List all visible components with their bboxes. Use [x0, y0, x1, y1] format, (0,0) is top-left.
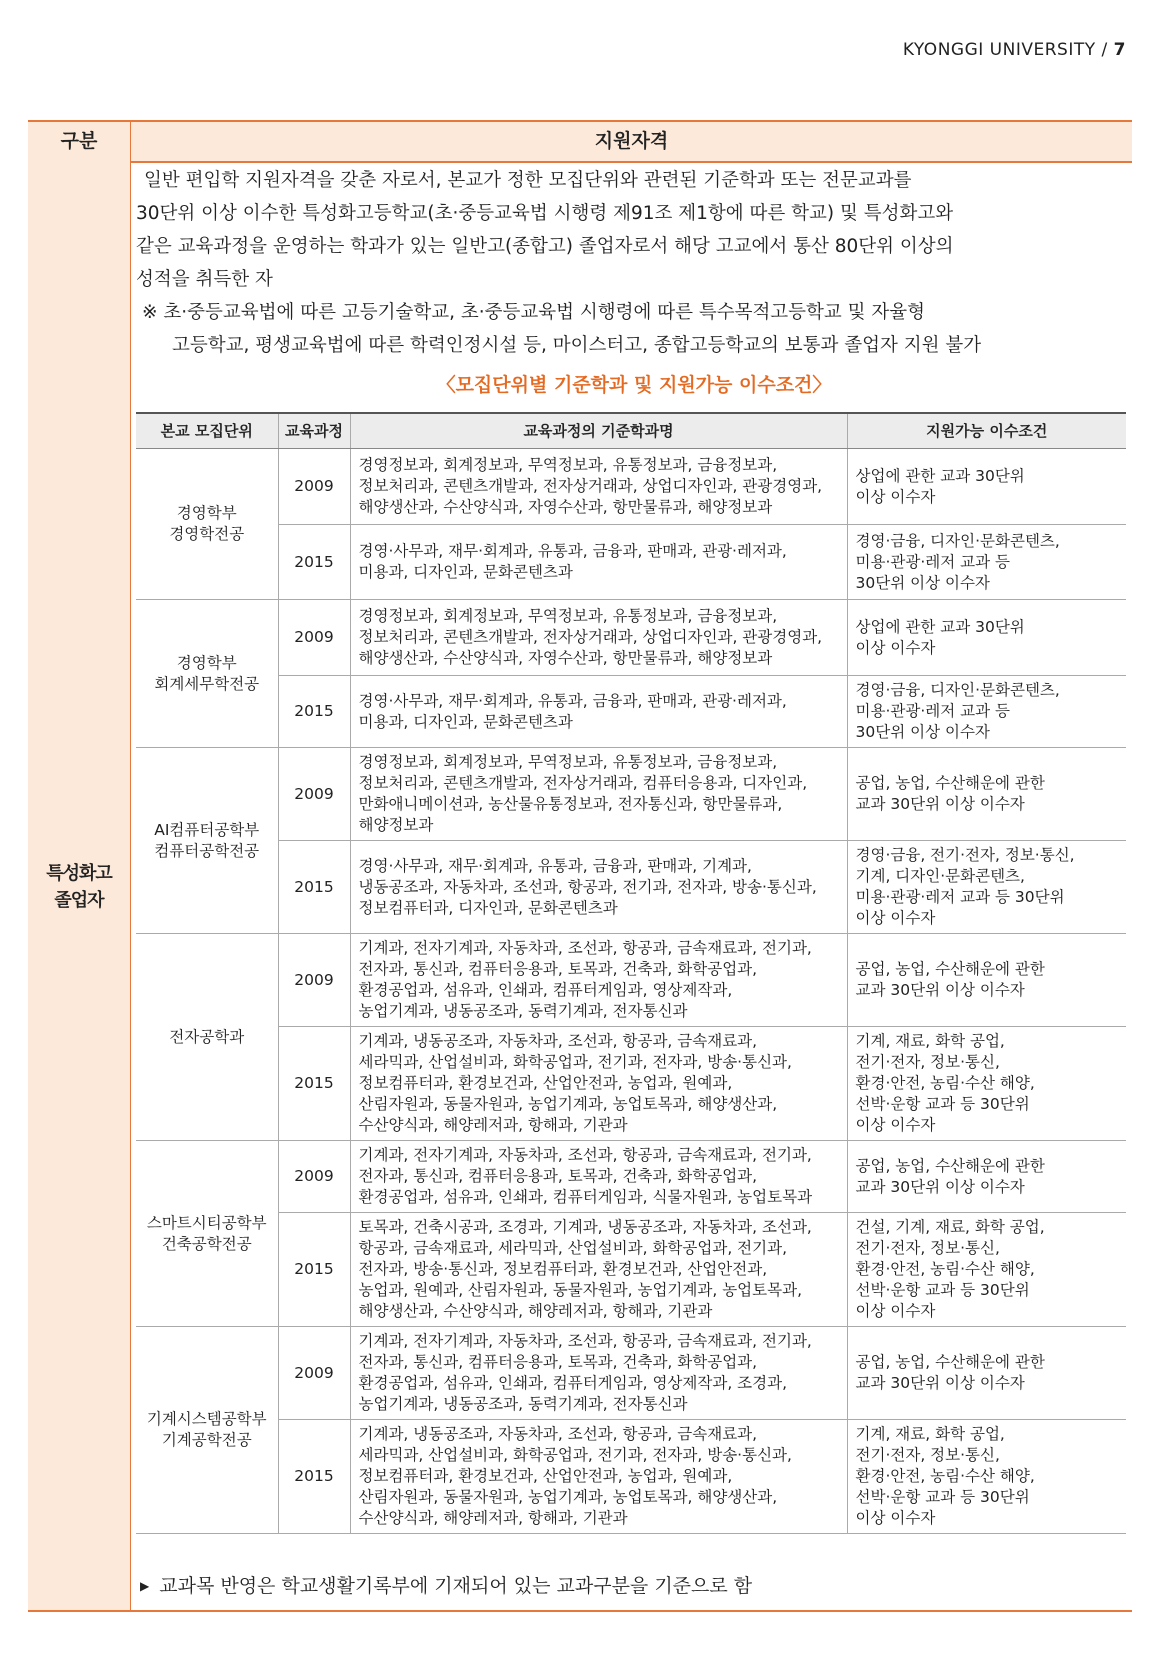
table-row [136, 1027, 1126, 1141]
table-row [136, 525, 1126, 600]
table-bottom-rule [28, 1610, 1132, 1612]
dept-list: 기계과, 전자기계과, 자동차과, 조선과, 항공과, 금속재료과, 전기과, 전자과, 통신과, 컴퓨터응용과, 토목과, 건축과, 화학공업과, 환경공업과, 섬유과, 인쇄과, 컴퓨터게임과, 영상제작과, 조경과, 농업기계과, 냉동공조과, 동력기계과, 전자통신과 [350, 1327, 847, 1420]
curriculum-year: 2015 [278, 676, 350, 748]
note-line: ※ 초·중등교육법에 따른 고등기술학교, 초·중등교육법 시행령에 따른 특수목적고등학교 및 자율형 [142, 302, 926, 323]
footer-note-text: 교과목 반영은 학교생활기록부에 기재되어 있는 교과구분을 기준으로 함 [159, 1575, 753, 1597]
unit-name: 기계시스템공학부 기계공학전공 [136, 1327, 278, 1534]
intro-line: 일반 편입학 지원자격을 갖춘 자로서, 본교가 정한 모집단위와 관련된 기준학과 또는 전문교과를 [144, 170, 912, 191]
dept-list: 기계과, 전자기계과, 자동차과, 조선과, 항공과, 금속재료과, 전기과, 전자과, 통신과, 컴퓨터응용과, 토목과, 건축과, 화학공업과, 환경공업과, 섬유과, 인쇄과, 컴퓨터게임과, 영상제작과, 농업기계과, 냉동공조과, 동력기계과, 전자통신과 [350, 934, 847, 1027]
condition-text: 경영·금융, 디자인·문화콘텐츠, 미용·관광·레저 교과 등 30단위 이상 이수자 [847, 525, 1126, 600]
condition-text: 건설, 기계, 재료, 화학 공업, 전기·전자, 정보·통신, 환경·안전, 농림·수산 해양, 선박·운항 교과 등 30단위 이상 이수자 [847, 1213, 1126, 1327]
condition-text: 공업, 농업, 수산해운에 관한 교과 30단위 이상 이수자 [847, 1327, 1126, 1420]
curriculum-year: 2009 [278, 600, 350, 676]
dept-list: 경영·사무과, 재무·회계과, 유통과, 금융과, 판매과, 관광·레저과, 미용과, 디자인과, 문화콘텐츠과 [350, 676, 847, 748]
unit-name: 전자공학과 [136, 934, 278, 1141]
dept-list: 경영·사무과, 재무·회계과, 유통과, 금융과, 판매과, 관광·레저과, 미용과, 디자인과, 문화콘텐츠과 [350, 525, 847, 600]
table-row [136, 449, 1126, 525]
curriculum-year: 2015 [278, 1420, 350, 1534]
column-divider [130, 120, 131, 1612]
condition-text: 경영·금융, 디자인·문화콘텐츠, 미용·관광·레저 교과 등 30단위 이상 이수자 [847, 676, 1126, 748]
page-header [903, 40, 1126, 60]
condition-text: 기계, 재료, 화학 공업, 전기·전자, 정보·통신, 환경·안전, 농림·수산 해양, 선박·운항 교과 등 30단위 이상 이수자 [847, 1027, 1126, 1141]
table-row [136, 1327, 1126, 1420]
table-row [136, 1141, 1126, 1213]
intro-line: 30단위 이상 이수한 특성화고등학교(초·중등교육법 시행령 제91조 제1항에 따른 학교) 및 특성화고와 [136, 203, 954, 224]
header-departments: 교육과정의 기준학과명 [350, 413, 847, 449]
exclusion-note [142, 296, 1132, 362]
condition-text: 공업, 농업, 수산해운에 관한 교과 30단위 이상 이수자 [847, 934, 1126, 1027]
triangle-bullet-icon: ▶ [140, 1579, 150, 1593]
curriculum-year: 2015 [278, 525, 350, 600]
table-subtitle: 〈모집단위별 기준학과 및 지원가능 이수조건〉 [436, 374, 832, 396]
curriculum-year: 2015 [278, 1213, 350, 1327]
table-row [136, 600, 1126, 676]
unit-name: AI컴퓨터공학부 컴퓨터공학전공 [136, 748, 278, 934]
table-row [136, 676, 1126, 748]
column-header-category: 구분 [60, 130, 98, 152]
header-curriculum: 교육과정 [278, 413, 350, 449]
category-line-1: 특성화고 [46, 863, 112, 884]
condition-text: 기계, 재료, 화학 공업, 전기·전자, 정보·통신, 환경·안전, 농림·수산 해양, 선박·운항 교과 등 30단위 이상 이수자 [847, 1420, 1126, 1534]
table-row [136, 1420, 1126, 1534]
header-condition: 지원가능 이수조건 [847, 413, 1126, 449]
dept-list: 경영정보과, 회계정보과, 무역정보과, 유통정보과, 금융정보과, 정보처리과, 콘텐츠개발과, 전자상거래과, 상업디자인과, 관광경영과, 해양생산과, 수산양식과, 자영수산과, 항만물류과, 해양정보과 [350, 449, 847, 525]
unit-name: 경영학부 회계세무학전공 [136, 600, 278, 748]
condition-text: 공업, 농업, 수산해운에 관한 교과 30단위 이상 이수자 [847, 1141, 1126, 1213]
condition-text: 상업에 관한 교과 30단위 이상 이수자 [847, 600, 1126, 676]
condition-text: 상업에 관한 교과 30단위 이상 이수자 [847, 449, 1126, 525]
category-line-2: 졸업자 [54, 890, 104, 911]
university-name: KYONGGI UNIVERSITY [902, 40, 1096, 60]
unit-name: 스마트시티공학부 건축공학전공 [136, 1141, 278, 1327]
table-row [136, 841, 1126, 934]
inner-header-row [136, 413, 1126, 449]
header-unit: 본교 모집단위 [136, 413, 278, 449]
intro-line: 같은 교육과정을 운영하는 학과가 있는 일반고(종합고) 졸업자로서 해당 고교에서 통산 80단위 이상의 [136, 236, 954, 257]
footer-note [140, 1571, 752, 1598]
category-label [28, 860, 130, 914]
dept-criteria-table [136, 412, 1126, 1534]
curriculum-year: 2015 [278, 1027, 350, 1141]
dept-list: 기계과, 전자기계과, 자동차과, 조선과, 항공과, 금속재료과, 전기과, 전자과, 통신과, 컴퓨터응용과, 토목과, 건축과, 화학공업과, 환경공업과, 섬유과, 인쇄과, 컴퓨터게임과, 식물자원과, 농업토목과 [350, 1141, 847, 1213]
condition-text: 경영·금융, 전기·전자, 정보·통신, 기계, 디자인·문화콘텐츠, 미용·관광·레저 교과 등 30단위 이상 이수자 [847, 841, 1126, 934]
qualification-description [136, 164, 1126, 296]
table-header-bar [28, 120, 1132, 163]
note-line: 고등학교, 평생교육법에 따른 학력인정시설 등, 마이스터고, 종합고등학교의 보통과 졸업자 지원 불가 [172, 335, 982, 356]
page-separator: / [1101, 40, 1108, 60]
table-row [136, 934, 1126, 1027]
page-number: 7 [1113, 40, 1126, 60]
curriculum-year: 2015 [278, 841, 350, 934]
dept-list: 경영정보과, 회계정보과, 무역정보과, 유통정보과, 금융정보과, 정보처리과, 콘텐츠개발과, 전자상거래과, 컴퓨터응용과, 디자인과, 만화애니메이션과, 농산물유통정보과, 전자통신과, 항만물류과, 해양정보과 [350, 748, 847, 841]
table-row [136, 1213, 1126, 1327]
intro-line: 성적을 취득한 자 [136, 269, 273, 290]
dept-list: 기계과, 냉동공조과, 자동차과, 조선과, 항공과, 금속재료과, 세라믹과, 산업설비과, 화학공업과, 전기과, 전자과, 방송·통신과, 정보컴퓨터과, 환경보건과, 산업안전과, 농업과, 원예과, 산림자원과, 동물자원과, 농업기계과, 농업토목과, 해양생산과, 수산양식과, 해양레저과, 항해과, 기관과 [350, 1027, 847, 1141]
table-row [136, 748, 1126, 841]
curriculum-year: 2009 [278, 748, 350, 841]
dept-list: 경영·사무과, 재무·회계과, 유통과, 금융과, 판매과, 기계과, 냉동공조과, 자동차과, 조선과, 항공과, 전기과, 전자과, 방송·통신과, 정보컴퓨터과, 디자인과, 문화콘텐츠과 [350, 841, 847, 934]
curriculum-year: 2009 [278, 449, 350, 525]
unit-name: 경영학부 경영학전공 [136, 449, 278, 600]
dept-list: 토목과, 건축시공과, 조경과, 기계과, 냉동공조과, 자동차과, 조선과, 항공과, 금속재료과, 세라믹과, 산업설비과, 화학공업과, 전기과, 전자과, 방송·통신과, 정보컴퓨터과, 환경보건과, 산업안전과, 농업과, 원예과, 산림자원과, 동물자원과, 농업기계과, 농업토목과, 해양생산과, 수산양식과, 해양레저과, 항해과, 기관과 [350, 1213, 847, 1327]
dept-list: 기계과, 냉동공조과, 자동차과, 조선과, 항공과, 금속재료과, 세라믹과, 산업설비과, 화학공업과, 전기과, 전자과, 방송·통신과, 정보컴퓨터과, 환경보건과, 산업안전과, 농업과, 원예과, 산림자원과, 동물자원과, 농업기계과, 농업토목과, 해양생산과, 수산양식과, 해양레저과, 항해과, 기관과 [350, 1420, 847, 1534]
column-header-qualification: 지원자격 [594, 130, 669, 152]
curriculum-year: 2009 [278, 1327, 350, 1420]
curriculum-year: 2009 [278, 934, 350, 1027]
dept-list: 경영정보과, 회계정보과, 무역정보과, 유통정보과, 금융정보과, 정보처리과, 콘텐츠개발과, 전자상거래과, 상업디자인과, 관광경영과, 해양생산과, 수산양식과, 자영수산과, 항만물류과, 해양정보과 [350, 600, 847, 676]
curriculum-year: 2009 [278, 1141, 350, 1213]
condition-text: 공업, 농업, 수산해운에 관한 교과 30단위 이상 이수자 [847, 748, 1126, 841]
